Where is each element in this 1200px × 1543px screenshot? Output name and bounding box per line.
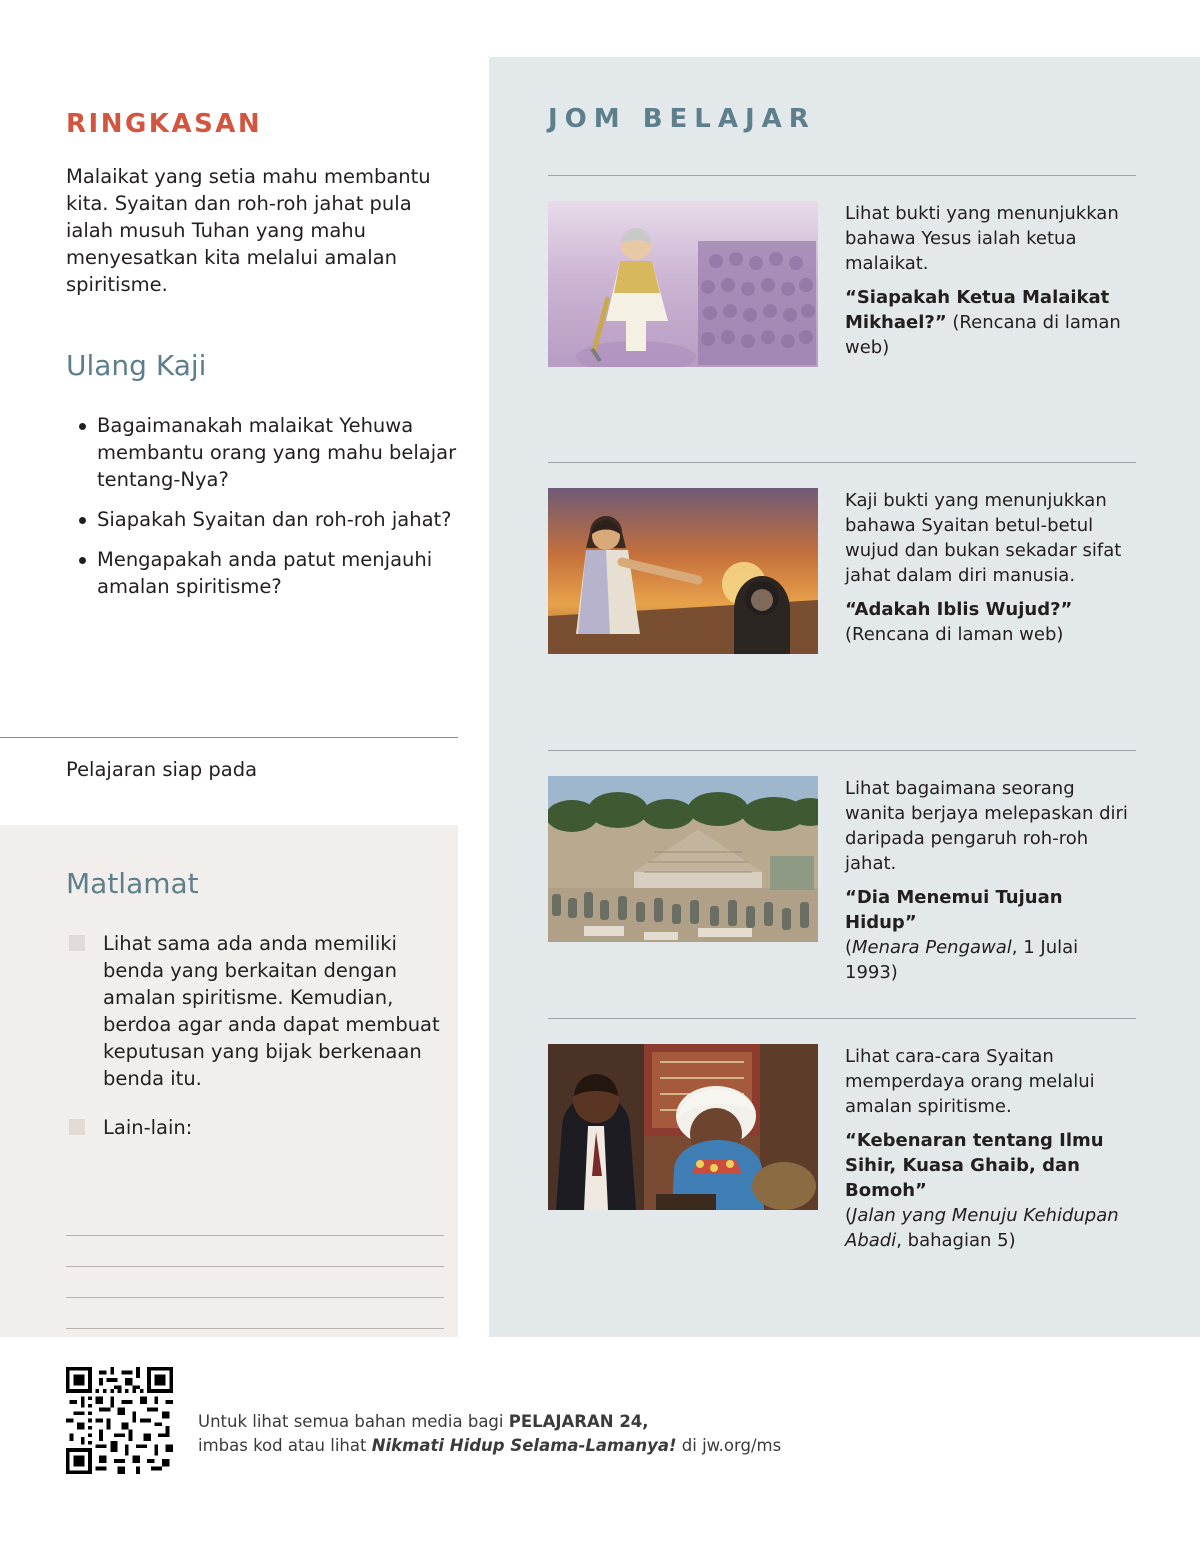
study-item-reference-rest: (Rencana di laman web) [845,624,1064,645]
archangel-michael-leading-angel-army-illustration[interactable] [548,201,818,367]
study-item-reference-paren: ( [845,1205,853,1226]
witch-doctor-consultation-photo[interactable] [548,1044,818,1210]
footer-line-1-prefix: Untuk lihat semua bahan media bagi [198,1412,509,1431]
study-panel-heading: JOM BELAJAR [548,104,816,134]
write-in-lines [66,1235,444,1359]
write-line[interactable] [66,1328,444,1329]
goal-item [66,930,446,1092]
study-item-reference-paren: ( [845,937,853,958]
study-item-reference-rest: , bahagian 5) [896,1230,1016,1251]
study-item-description: Kaji bukti yang menunjukkan bahawa Syaitan betul-betul wujud dan bukan sekadar sifat jahat dalam diri manusia. [845,490,1122,586]
qr-code[interactable] [66,1367,173,1474]
study-item-publication: Jalan yang Menuju Kehidupan Abadi [845,1205,1119,1251]
write-line[interactable] [66,1297,444,1298]
goal-list [66,930,446,1163]
checkbox-icon[interactable] [69,935,85,951]
footer-note [198,1410,781,1458]
list-item: Mengapakah anda patut menjauhi amalan spiritisme? [66,546,466,600]
divider [548,175,1136,176]
study-item-text [845,201,1136,360]
study-item-text [845,488,1136,647]
footer-website: di jw.org/ms [676,1436,782,1455]
study-item [548,175,1136,405]
study-item-reference-rest: (Rencana di laman web) [845,312,1121,358]
list-item: Bagaimanakah malaikat Yehuwa membantu orang yang mahu belajar tentang-Nya? [66,412,466,493]
footer-publication-title: Nikmati Hidup Selama-Lamanya! [371,1436,677,1455]
study-item-text [845,776,1136,985]
study-item-description: Lihat bagaimana seorang wanita berjaya melepaskan diri daripada pengaruh roh-roh jahat. [845,778,1128,874]
study-item-reference-title[interactable]: “Kebenaran tentang Ilmu Sihir, Kuasa Ghaib, dan Bomoh” [845,1130,1104,1201]
study-item-reference-rest: , 1 Julai 1993) [845,937,1079,983]
outdoor-market-crowd-village-photo[interactable] [548,776,818,942]
list-item: Siapakah Syaitan dan roh-roh jahat? [66,506,466,533]
study-item-description: Lihat cara-cara Syaitan memperdaya orang melalui amalan spiritisme. [845,1046,1095,1117]
study-item [548,462,1136,692]
summary-column [0,57,489,1337]
goal-item-label: Lain-lain: [103,1116,193,1139]
divider [548,750,1136,751]
lesson-completed-label: Pelajaran siap pada [66,758,258,781]
jesus-rejecting-satan-in-wilderness-illustration[interactable] [548,488,818,654]
footer-lesson-number: PELAJARAN 24, [508,1412,649,1431]
review-heading: Ulang Kaji [66,349,207,382]
summary-paragraph: Malaikat yang setia mahu membantu kita. Syaitan dan roh-roh jahat pula ialah musuh Tuhan yang mahu menyesatkan kita melalui amalan spiritisme. [66,165,431,296]
study-item [548,1018,1136,1268]
study-item [548,750,1136,983]
divider [548,1018,1136,1019]
goal-heading: Matlamat [66,867,199,900]
study-item-publication: Menara Pengawal [852,937,1012,958]
study-item-description: Lihat bukti yang menunjukkan bahawa Yesus ialah ketua malaikat. [845,203,1119,274]
summary-heading: RINGKASAN [66,109,263,139]
study-item-text [845,1044,1136,1253]
goal-item [66,1114,446,1141]
goal-item-label: Lihat sama ada anda memiliki benda yang berkaitan dengan amalan spiritisme. Kemudian, berdoa agar anda dapat membuat keputusan yang bijak berkenaan benda itu. [103,932,440,1090]
checkbox-icon[interactable] [69,1119,85,1135]
goal-section [0,825,458,1337]
review-question-list [66,412,466,613]
study-item-reference-title[interactable]: “Adakah Iblis Wujud?” [845,599,1073,620]
study-item-reference-title[interactable]: “Siapakah Ketua Malaikat Mikhael?” [845,287,1110,333]
divider [0,737,458,738]
footer-line-2-prefix: imbas kod atau lihat [198,1436,372,1455]
write-line[interactable] [66,1266,444,1267]
divider [548,462,1136,463]
study-item-reference-title[interactable]: “Dia Menemui Tujuan Hidup” [845,887,1063,933]
write-line[interactable] [66,1235,444,1236]
